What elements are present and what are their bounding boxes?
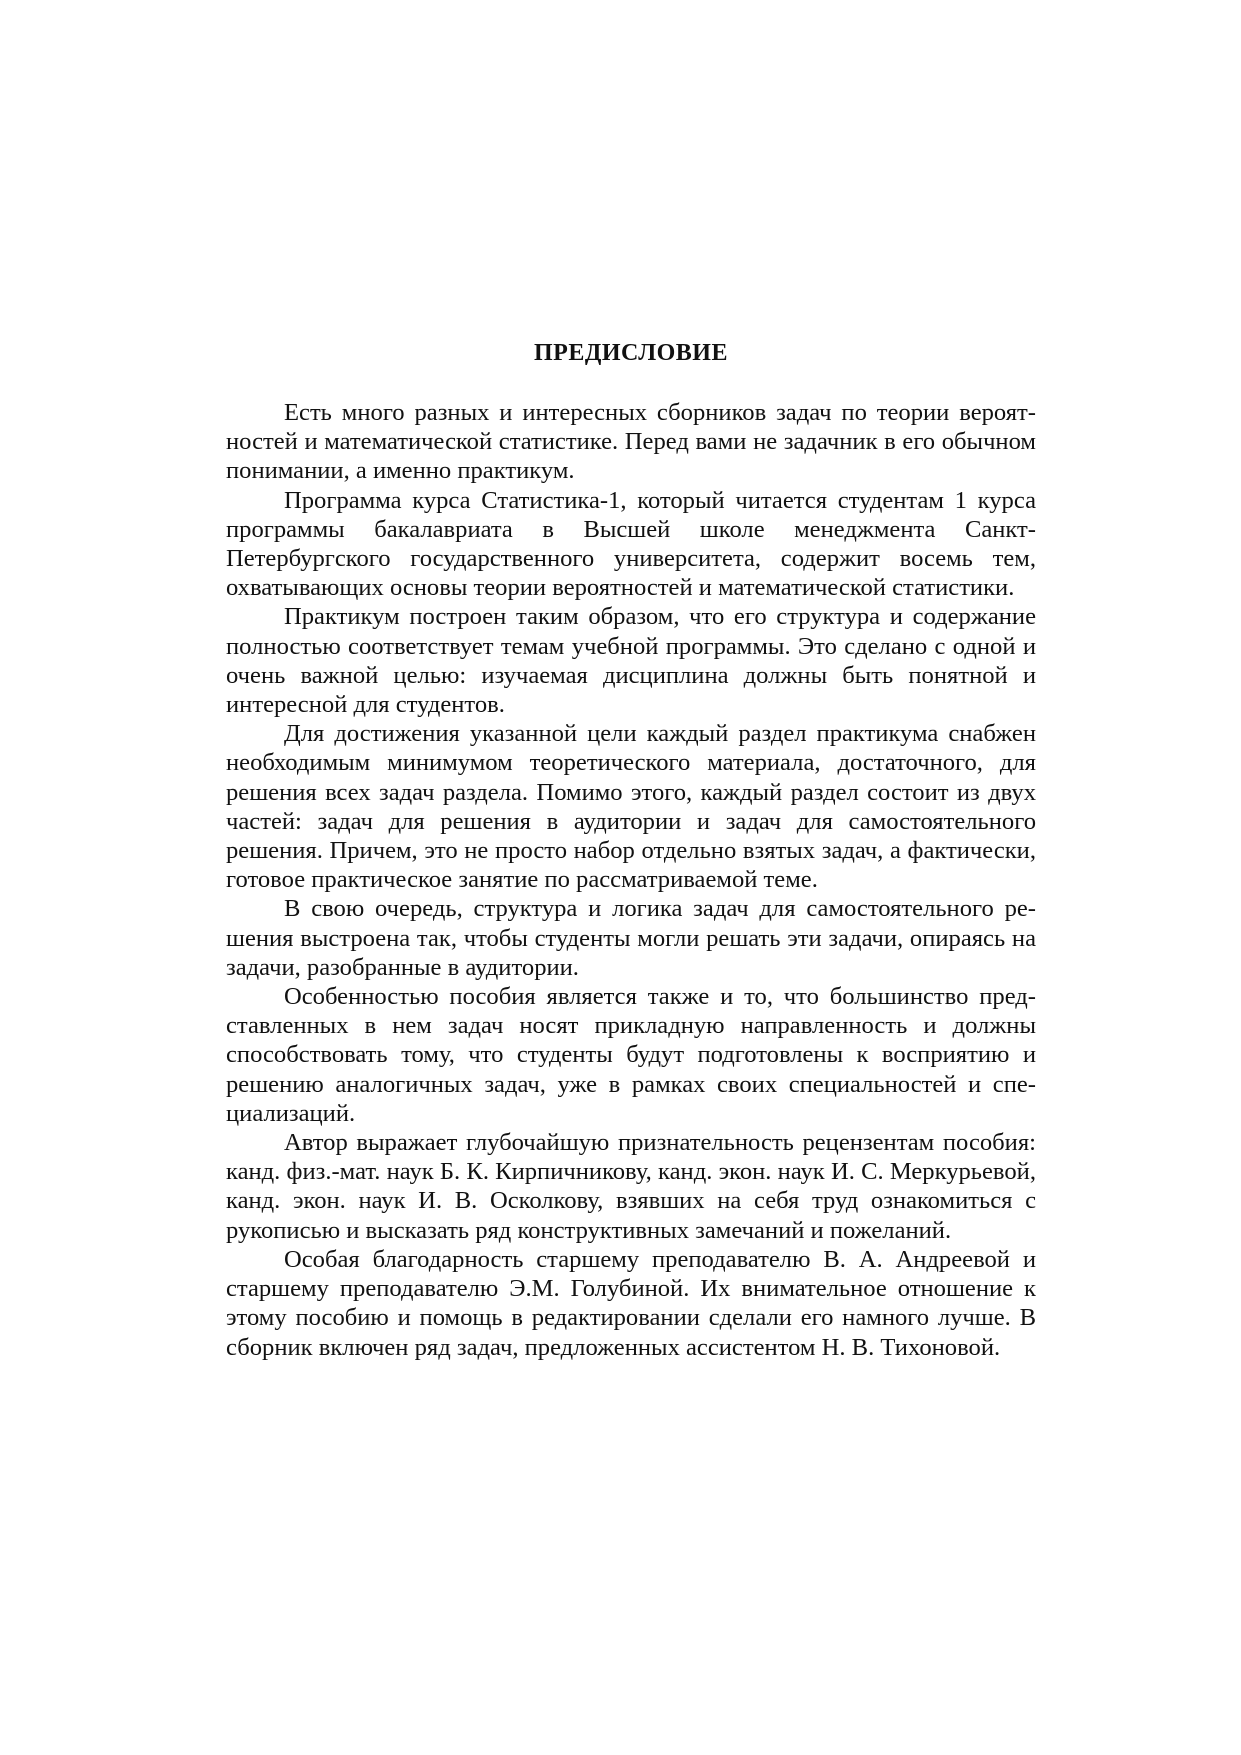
preface-section: [226, 336, 1036, 1362]
paragraph: В свою очередь, структура и логика задач для самостоятельного решения выстроена так, чтобы студенты могли решать эти задачи, опираясь на задачи, разобранные в аудитории.: [226, 895, 1036, 981]
paragraph: Особая благодарность старшему преподавателю В. А. Андреевой и старшему преподавателю Э.М. Голубиной. Их внимательное отношение к этому пособию и помощь в редактировании сделали его намного лучше. В сборник включен ряд задач, предложенных ассистентом Н. В. Тихоновой.: [226, 1245, 1036, 1361]
paragraph: Автор выражает глубочайшую признательность рецензентам пособия: канд. физ.-мат. наук Б. К. Кирпичникову, канд. экон. наук И. С. Меркурьевой, канд. экон. наук И. В. Осколкову, взявших на себя труд ознакомиться с рукописью и высказать ряд конструктивных замечаний и пожеланий.: [226, 1129, 1036, 1244]
paragraph: Практикум построен таким образом, что его структура и содержание полностью соответствует темам учебной программы. Это сделано с одной и очень важной целью: изучаемая дисциплина должны быть понятной и интересной для студентов.: [226, 603, 1036, 719]
paragraph: Особенностью пособия является также и то, что большинство представленных в нем задач носят прикладную направленность и должны способствовать тому, что студенты будут подготовлены к восприятию и решению аналогичных задач, уже в рамках своих специальностей и специализаций.: [226, 983, 1036, 1127]
paragraph: Для достижения указанной цели каждый раздел практикума снабжен необходимым минимумом теоретического материала, достаточного, для решения всех задач раздела. Помимо этого, каждый раздел состоит из двух частей: задач для решения в аудитории и задач для самостоятельного решения. Причем, это не просто набор отдельно взятых задач, а фактически, готовое практическое занятие по рассматриваемой теме.: [226, 720, 1036, 894]
paragraph: Есть много разных и интересных сборников задач по теории вероятностей и математической статистике. Перед вами не задачник в его обычном понимании, а именно практикум.: [226, 399, 1036, 485]
page-title: ПРЕДИСЛОВИЕ: [534, 340, 728, 366]
paragraph: Программа курса Статистика-1, который читается студентам 1 курса программы бакалавриата в Высшей школе менеджмента Санкт-Петербургского государственного университета, содержит восемь тем, охватывающих основы теории вероятностей и математической статистики.: [226, 486, 1036, 602]
